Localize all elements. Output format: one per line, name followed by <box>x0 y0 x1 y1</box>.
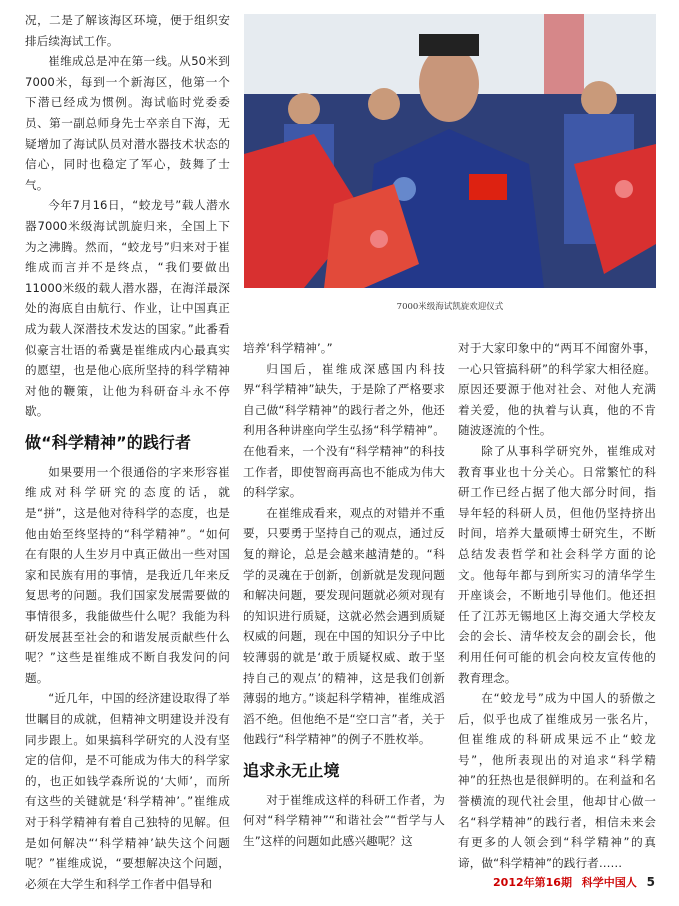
article-column-1 <box>25 10 230 894</box>
page-number: 5 <box>646 875 655 889</box>
paragraph: 在崔维成看来，观点的对错并不重要，只要勇于坚持自己的观点，通过反复的辩论，总是会越来越清楚的。“科学的灵魂在于创新，创新就是发现问题和解决问题，要发现问题就必须对现有的知识进行质疑，这就必然会遇到质疑权威的问题，现在中国的知识分子中比较薄弱的就是‘敢于质疑权威、敢于坚持自己的观点’的精神，这是我们创新薄弱的地方。”谈起科学精神，崔维成滔滔不绝。但他绝不是“空口言”者，关于他践行“科学精神”的例子不胜枚举。 <box>243 505 445 747</box>
paragraph: 归国后，崔维成深感国内科技界“科学精神”缺失，于是除了严格要求自己做“科学精神”的践行者之外，他还利用各种讲座向学生弘扬“科学精神”。在他看来，一个没有“科学精神”的科技工作者，即使智商再高也不能成为伟大的科学家。 <box>243 361 445 500</box>
paragraph: 今年7月16日，“蛟龙号”载人潜水器7000米级海试凯旋归来，全国上下为之沸腾。然而，“蛟龙号”归来对于崔维成而言并不是终点，“我们要做出11000米级的载人潜水器，在海洋最深处的海底自由航行、作业，让中国真正成为载人深潜技术发达的国家。”此番看似豪言壮语的希冀是崔维成内心最真实的愿望，也是他心底所坚持的科学精神对他的鞭策，让他为科研奋斗永不停歇。 <box>25 198 230 419</box>
article-column-3 <box>458 338 656 873</box>
paragraph: 对于崔维成这样的科研工作者，为何对“科学精神”“和谐社会”“哲学与人生”这样的问题如此感兴趣呢？这 <box>243 792 445 849</box>
paragraph: 除了从事科学研究外，崔维成对教育事业也十分关心。日常繁忙的科研工作已经占据了他大部分时间，指导年轻的科研人员，但他仍坚持挤出时间，培养大量硕博士研究生，不断总结发表哲学和社会科学方面的论文。他每年都与到所实习的清华学生开座谈会，不断地引导他们。他还担任了江苏无锡地区上海交通大学校友会的会长、清华校友会的副会长，他利用任何可能的机会向校友宣传他的教育理念。 <box>458 443 656 685</box>
section-heading: 做“科学精神”的践行者 <box>25 432 192 452</box>
welcome-ceremony-photo <box>244 14 656 288</box>
paragraph: 在“蛟龙号”成为中国人的骄傲之后，似乎也成了崔维成另一张名片，但崔维成的科研成果远不止“蛟龙号”，他所表现出的对追求“科学精神”的狂热也是很鲜明的。在利益和名誉横流的现代社会里，他却甘心做一名“科学精神”的践行者，相信未来会有更多的人领会到“科学精神”的真谛，做“科学精神”的践行者…… <box>458 691 656 870</box>
page-footer <box>493 874 655 890</box>
paragraph: 对于大家印象中的“两耳不闻窗外事，一心只管搞科研”的科学家大相径庭。原因还要源于他对社会、对他人充满着关爱，他的执着与认真，他的不肯随波逐流的个性。 <box>458 341 656 438</box>
section-heading: 追求永无止境 <box>243 760 340 780</box>
issue-label: 2012年第16期 <box>493 876 572 889</box>
photo-illustration <box>244 14 656 288</box>
magazine-name: 科学中国人 <box>581 876 637 889</box>
paragraph: 崔维成总是冲在第一线。从50米到7000米，每到一个新海区，他第一个下潜已经成为惯例。海试临时党委委员、第一副总师身先士卒亲自下海，无疑增加了海试队员对潜水器技术状态的信心，同时也稳定了军心，鼓舞了士气。 <box>25 54 230 192</box>
paragraph: 如果要用一个很通俗的字来形容崔维成对科学研究的态度的话，就是“拼”，这是他对待科学的态度，也是他由始至终坚持的“科学精神”。“如何在有限的人生岁月中真正做出一些对国家和民族有用的事情，是我近几年来反复思考的问题。我们国家发展需要做的事情很多，我能做些什么呢？我能为科研发展甚至社会的和谐发展贡献些什么呢？”这些是崔维成不断自我发问的问题。 <box>25 464 230 685</box>
paragraph: “近几年，中国的经济建设取得了举世瞩目的成就，但精神文明建设并没有同步跟上。如果搞科学研究的人没有坚定的信仰，是不可能成为伟大的科学家的，也正如钱学森所说的‘大师’，而所有这些的关键就是‘科学精神’。”崔维成对于科学精神有着自己独特的见解。但是如何解决“‘科学精神’缺失这个问题呢？”崔维成说，“要想解决这个问题，必须在大学生和科学工作者中倡导和 <box>25 691 230 891</box>
paragraph: 培养‘科学精神’。” <box>243 341 333 355</box>
article-column-2 <box>243 338 445 852</box>
photo-caption: 7000米级海试凯旋欢迎仪式 <box>396 302 504 312</box>
paragraph: 况，二是了解该海区环境，便于组织安排后续海试工作。 <box>25 13 230 48</box>
